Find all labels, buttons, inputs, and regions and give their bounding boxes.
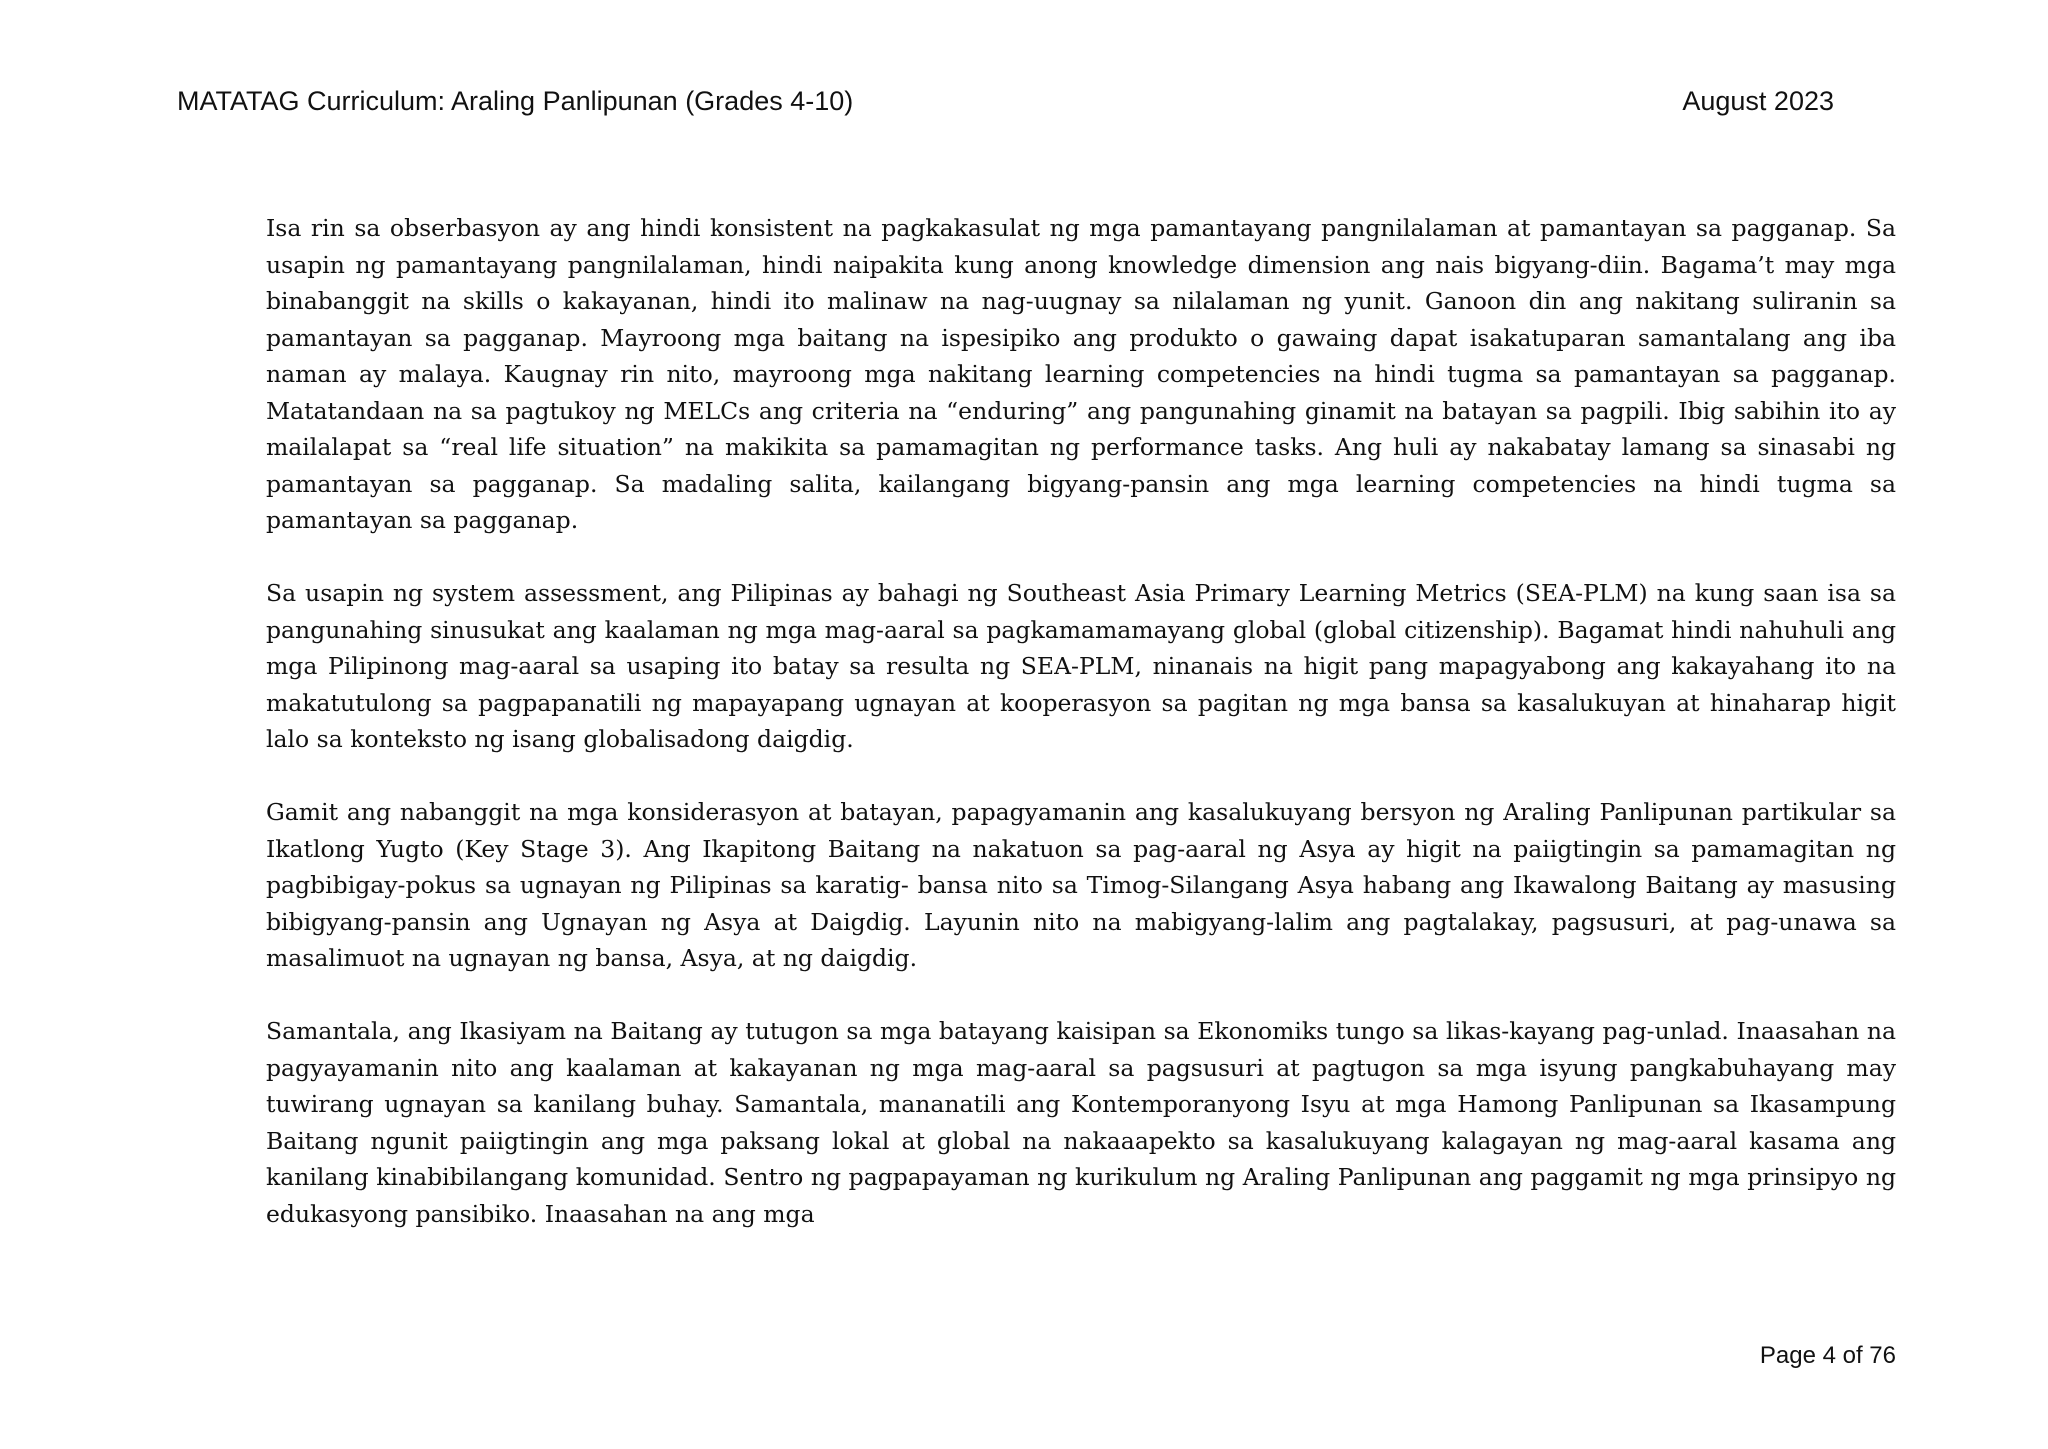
paragraph: Sa usapin ng system assessment, ang Pilipinas ay bahagi ng Southeast Asia Primary Learning Metrics (SEA-PLM) na kung saan isa sa pangunahing sinusukat ang kaalaman ng mga mag-aaral sa pagkamamamayang global (global citizenship). Bagamat hindi nahuhuli ang mga Pilipinong mag-aaral sa usaping ito batay sa resulta ng SEA-PLM, ninanais na higit pang mapagyabong ang kakayahang ito na makatutulong sa pagpapanatili ng mapayapang ugnayan at kooperasyon sa pagitan ng mga bansa sa kasalukuyan at hinaharap higit lalo sa konteksto ng isang globalisadong daigdig. <box>266 579 1896 753</box>
document-title: MATATAG Curriculum: Araling Panlipunan (Grades 4-10) <box>177 86 854 116</box>
page-header <box>177 86 1834 117</box>
paragraph: Samantala, ang Ikasiyam na Baitang ay tutugon sa mga batayang kaisipan sa Ekonomiks tungo sa likas-kayang pag-unlad. Inaasahan na pagyayamanin nito ang kaalaman at kakayanan ng mga mag-aaral sa pagsusuri at pagtugon sa mga isyung pangkabuhayang may tuwirang ugnayan sa kanilang buhay. Samantala, mananatili ang Kontemporanyong Isyu at mga Hamong Panlipunan sa Ikasampung Baitang ngunit paiigtingin ang mga paksang lokal at global na nakaaapekto sa kasalukuyang kalagayan ng mag-aaral kasama ang kanilang kinabibilangang komunidad. Sentro ng pagpapayaman ng kurikulum ng Araling Panlipunan ang paggamit ng mga prinsipyo ng edukasyong pansibiko. Inaasahan na ang mga <box>266 1017 1896 1228</box>
body-text <box>266 210 1896 1269</box>
paragraph: Gamit ang nabanggit na mga konsiderasyon at batayan, papagyamanin ang kasalukuyang bersyon ng Araling Panlipunan partikular sa Ikatlong Yugto (Key Stage 3). Ang Ikapitong Baitang na nakatuon sa pag-aaral ng Asya ay higit na paiigtingin sa pamamagitan ng pagbibigay-pokus sa ugnayan ng Pilipinas sa karatig- bansa nito sa Timog-Silangang Asya habang ang Ikawalong Baitang ay masusing bibigyang-pansin ang Ugnayan ng Asya at Daigdig. Layunin nito na mabigyang-lalim ang pagtalakay, pagsusuri, at pag-unawa sa masalimuot na ugnayan ng bansa, Asya, at ng daigdig. <box>266 798 1896 972</box>
page-number: Page 4 of 76 <box>1759 1342 1896 1369</box>
document-date: August 2023 <box>1682 86 1834 116</box>
paragraph: Isa rin sa obserbasyon ay ang hindi konsistent na pagkakasulat ng mga pamantayang pangnilalaman at pamantayan sa pagganap. Sa usapin ng pamantayang pangnilalaman, hindi naipakita kung anong knowledge dimension ang nais bigyang-diin. Bagama’t may mga binabanggit na skills o kakayanan, hindi ito malinaw na nag-uugnay sa nilalaman ng yunit. Ganoon din ang nakitang suliranin sa pamantayan sa pagganap. Mayroong mga baitang na ispesipiko ang produkto o gawaing dapat isakatuparan samantalang ang iba naman ay malaya. Kaugnay rin nito, mayroong mga nakitang learning competencies na hindi tugma sa pamantayan sa pagganap. Matatandaan na sa pagtukoy ng MELCs ang criteria na “enduring” ang pangunahing ginamit na batayan sa pagpili. Ibig sabihin ito ay mailalapat sa “real life situation” na makikita sa pamamagitan ng performance tasks. Ang huli ay nakabatay lamang sa sinasabi ng pamantayan sa pagganap. Sa madaling salita, kailangang bigyang-pansin ang mga learning competencies na hindi tugma sa pamantayan sa pagganap. <box>266 214 1896 534</box>
